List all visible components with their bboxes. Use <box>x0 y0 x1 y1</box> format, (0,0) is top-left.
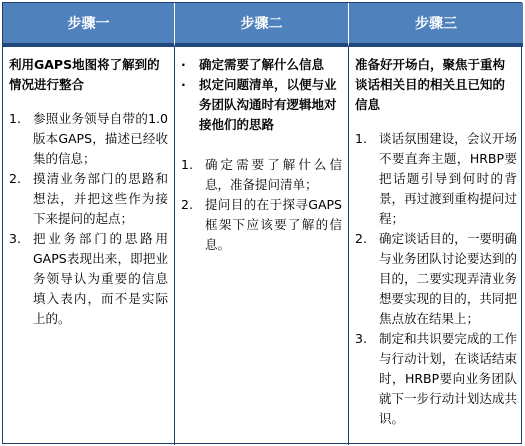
list-item: 3. 制定和共识要完成的工作与行动计划，在谈话结束时，HRBP要向业务团队就下一步行动计划达成共识。 <box>355 331 517 426</box>
step-2-cell <box>175 47 349 445</box>
step-1-cell <box>3 47 175 445</box>
step-3-cell <box>349 47 523 445</box>
header-step-3: 步骤三 <box>349 3 523 47</box>
list-item: 3. 把业务部门的思路用GAPS表现出来，即把业务领导认为重要的信息填入表内，而不是实际上的。 <box>9 231 168 326</box>
step-3-lead: 准备好开场白，聚焦于重构 谈话相关目的相关且已知的 信息 <box>355 57 506 112</box>
bullet-item: · 拟定问题清单，以便与业务团队沟通时有逻辑地对接他们的思路 <box>181 77 337 132</box>
list-item: 2. 确定谈话目的，一要明确与业务团队讨论要达到的目的，二要实现弄清业务想要实现的目的，共同把焦点放在结果上； <box>355 231 517 326</box>
header-step-2: 步骤二 <box>175 3 349 47</box>
step-1-lead: 利用GAPS地图将了解到的 情况进行整合 <box>9 57 160 92</box>
step-3-list <box>355 129 517 429</box>
steps-table <box>2 2 522 444</box>
list-item: 1. 谈话氛围建设，会议开场不要直奔主题，HRBP要把话题引导到何时的背景，再过渡到重构提问过程； <box>355 131 517 226</box>
step-1-list <box>9 109 168 329</box>
list-item: 1. 参照业务领导自带的1.0版本GAPS，描述已经收集的信息； <box>9 111 168 166</box>
step-2-list <box>181 155 342 255</box>
list-item: 2. 摸清业务部门的思路和想法，并把这些作为接下来提问的起点； <box>9 171 168 226</box>
list-item: 1. 确定需要了解什么信息，准备提问清单； <box>181 157 342 192</box>
header-step-1: 步骤一 <box>3 3 175 47</box>
step-2-bullets <box>181 55 342 135</box>
list-item: 2. 提问目的在于探寻GAPS框架下应该要了解的信息。 <box>181 197 342 252</box>
bullet-item: · 确定需要了解什么信息 <box>181 57 325 72</box>
